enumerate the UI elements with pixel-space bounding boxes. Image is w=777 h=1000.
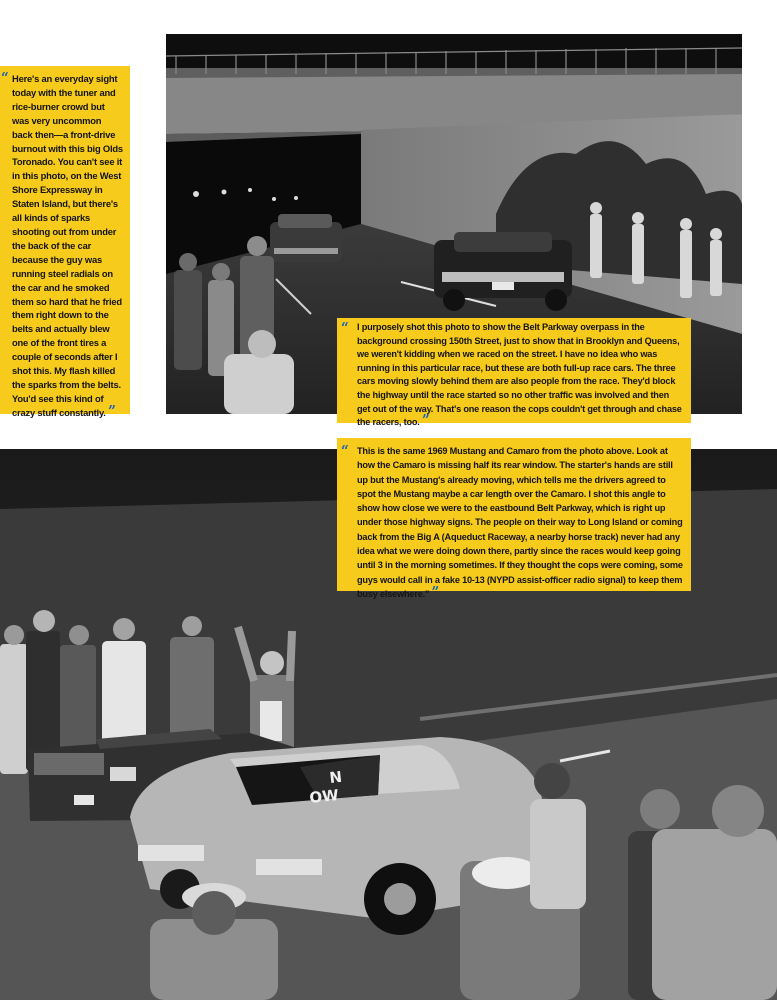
caption-toronado-burnout: “ Here's an everyday sight today with the tuner and rice-burner crowd but was very uncommon back then—a front-drive burnout with this big Olds Toronado. You can't see it in this photo, on the West Shore Expressway in Staten Island, but there's all kinds of sparks shooting out from under the back of the car because the guy was running steel radials on the car and he smoked them so hard that he fried them right down to the belts and actually blew one of the front tires a couple of seconds after I shot this. My flash killed the sparks from the belts. You'd see this kind of crazy stuff constantly. ”: [0, 66, 130, 414]
caption-middle-text: I purposely shot this photo to show the Belt Parkway overpass in the background crossing 150th Street, just to show that in Brooklyn and Queens, we weren't kidding when we raced on the street. I have no idea who was running in this particular race, but these are both full-up race cars. The three cars moving slowly behind them are also people from the race. They'd block the highway until the race started so no other traffic was involved and then get out of the way. That's one reason the cops couldn't get through and chase the racers, too.: [357, 322, 682, 428]
rear-car: [270, 214, 342, 262]
close-quote-mark: ”: [108, 401, 116, 420]
caption-belt-parkway-overpass: “ I purposely shot this photo to show the Belt Parkway overpass in the background crossing 150th Street, just to show that in Brooklyn and Queens, we weren't kidding when we raced on the street. I have no idea who was running in this particular race, but these are both full-up race cars. The three cars moving slowly behind them are also people from the race. They'd block the highway until the race started so no other traffic was involved and then get out of the way. That's one reason the cops couldn't get through and chase the racers, too. ”: [337, 318, 691, 423]
caption-mustang-camaro: “ This is the same 1969 Mustang and Camaro from the photo above. Look at how the Camaro is missing half its rear window. The starter's hands are still up but the Mustang's already moving, which tells me the drivers agreed to spot the Mustang maybe a car length over the Camaro. I shot this angle to show how close we were to the eastbound Belt Parkway, which is right up under those highway signs. The people on their way to Long Island or coming back from the Big A (Aqueduct Raceway, a nearby horse track) never had any idea what we were doing down there, partly since the races would keep going until 3 in the morning sometimes. If they thought the cops were coming, some guys would call in a fake 10-13 (NYPD assist-officer radio signal) to keep them busy elsewhere." ”: [337, 438, 691, 591]
close-quote-mark: ”: [431, 582, 440, 601]
window-lettering-n: N: [328, 767, 343, 787]
caption-side-text: Here's an everyday sight today with the tuner and rice-burner crowd but was very uncommon back then—a front-drive burnout with this big Olds Toronado. You can't see it in this photo, on the West Shore Expressway in Staten Island, but there's all kinds of sparks shooting out from under the back of the car because the guy was running steel radials on the car and he smoked them so hard that he fried them right down to the belts and actually blew one of the front tires a couple of seconds after I shot this. My flash killed the sparks from the belts. You'd see this kind of crazy stuff constantly.: [12, 73, 123, 418]
caption-lower-text: This is the same 1969 Mustang and Camaro from the photo above. Look at how the Camaro is missing half its rear window. The starter's hands are still up but the Mustang's already moving, which tells me the drivers agreed to spot the Mustang maybe a car length over the Camaro. I shot this angle to show how close we were to the eastbound Belt Parkway, which is right up under those highway signs. The people on their way to Long Island or coming back from the Big A (Aqueduct Raceway, a nearby horse track) never had any idea what we were doing down there, partly since the races would keep going until 3 in the morning sometimes. If they thought the cops were coming, some guys would call in a fake 10-13 (NYPD assist-officer radio signal) to keep them busy elsewhere.": [357, 446, 683, 599]
window-lettering-ow: OW: [308, 786, 340, 807]
close-quote-mark: ”: [422, 411, 430, 430]
